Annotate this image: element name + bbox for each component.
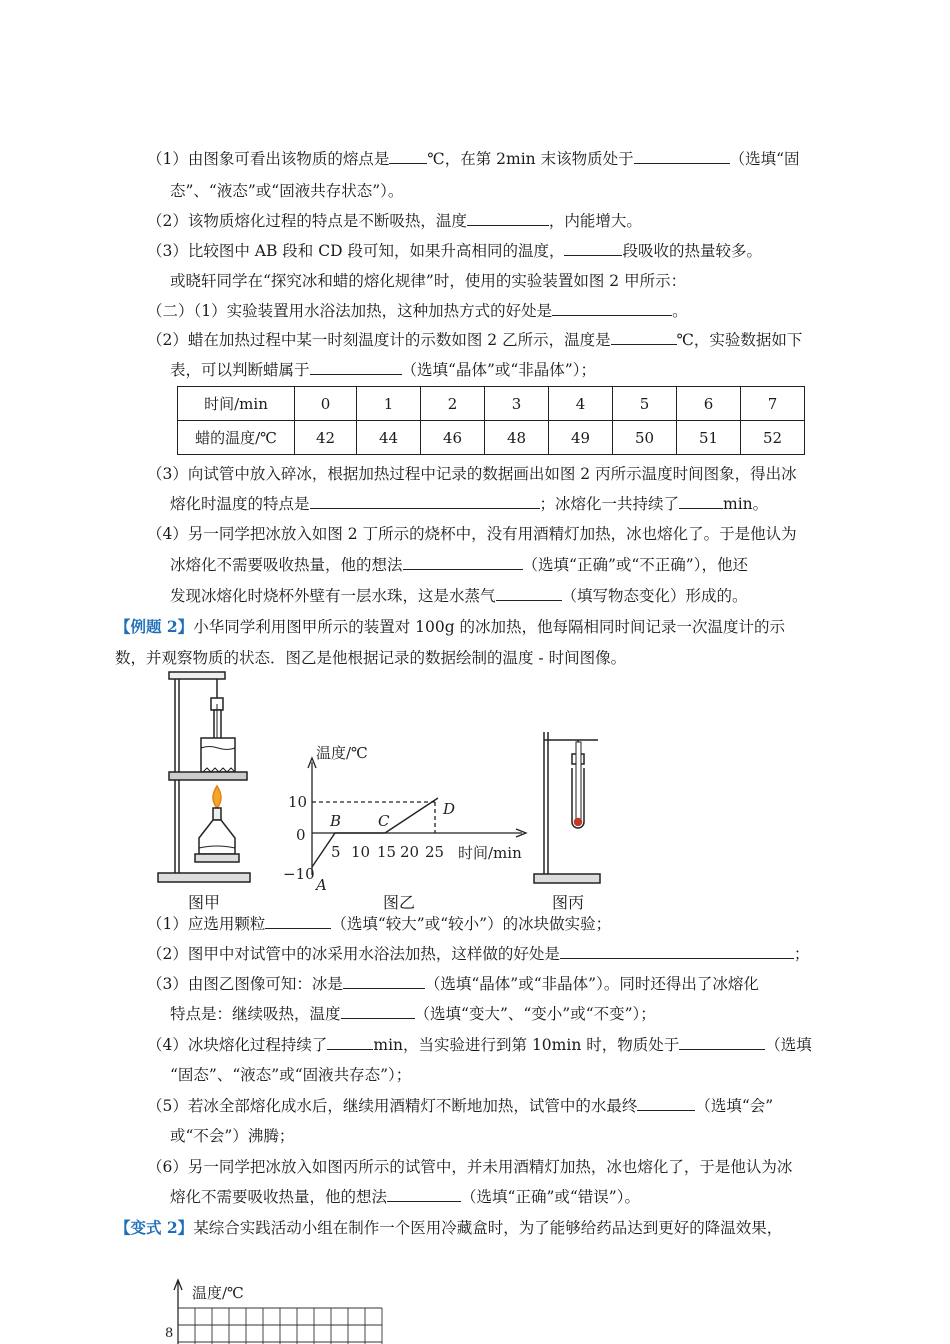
figure-label-bing: 图丙 [552, 893, 585, 912]
example-tag: 【例题 2】 [115, 617, 194, 636]
x-axis-label: 时间/min [458, 844, 522, 862]
text: ℃，在第 2min 末该物质处于 [427, 150, 634, 168]
q2-line5 [170, 494, 768, 514]
text: （选填 [765, 1036, 812, 1054]
q2-line1 [147, 301, 688, 321]
text: （4）冰块熔化过程持续了 [147, 1036, 328, 1054]
table-cell: 5 [613, 387, 677, 421]
answer-blank[interactable] [387, 1187, 461, 1202]
text: （选填“正确”或“不正确”），他还 [522, 556, 748, 574]
answer-blank[interactable] [560, 944, 794, 959]
text: （3）比较图中 AB 段和 CD 段可知，如果升高相同的温度， [147, 242, 565, 260]
point-label: D [443, 800, 456, 818]
table-cell: 42 [295, 421, 357, 455]
ex2-sub6: （6）另一同学把冰放入如图丙所示的试管中，并未用酒精灯加热，冰也熔化了，于是他认为冰 [147, 1158, 793, 1176]
y-tick-label: 8 [165, 1326, 174, 1341]
ex2-sub5 [147, 1096, 773, 1116]
ex2-sub2 [147, 944, 809, 964]
table-cell: 7 [741, 387, 805, 421]
table-row [178, 387, 805, 421]
q1-line4 [147, 241, 762, 261]
test-tube-figure-bing [530, 728, 610, 888]
table-cell: 50 [613, 421, 677, 455]
variant-tag: 【变式 2】 [115, 1218, 194, 1237]
answer-blank[interactable] [327, 1035, 373, 1050]
text: （选填“变大”、“变小”或“不变”）； [414, 1005, 656, 1023]
table-cell: 6 [677, 387, 741, 421]
variant2-line1 [115, 1218, 782, 1238]
table-cell: 44 [357, 421, 421, 455]
example2-line2: 数，并观察物质的状态．图乙是他根据记录的数据绘制的温度 - 时间图像。 [115, 649, 627, 667]
example2-line1 [115, 617, 785, 637]
text: 段吸收的热量较多。 [622, 242, 762, 260]
text: 表，可以判断蜡属于 [170, 361, 310, 379]
x-tick-label: 15 [377, 843, 397, 861]
q2-line6: （4）另一同学把冰放入如图 2 丁所示的烧杯中，没有用酒精灯加热，冰也熔化了。于是他认为 [147, 525, 797, 543]
y-tick-label: 10 [288, 793, 308, 811]
apparatus-figure-jia [155, 668, 255, 888]
table-cell: 51 [677, 421, 741, 455]
table-cell: 2 [421, 387, 485, 421]
text: ℃，实验数据如下 [676, 331, 803, 349]
text: 熔化时温度的特点是 [170, 495, 310, 513]
ex2-sub3-cont [170, 1004, 656, 1024]
text: （2）蜡在加热过程中某一时刻温度计的示数如图 2 乙所示，温度是 [147, 331, 611, 349]
q1-line2: 态”、“液态”或“固液共存状态”）。 [170, 182, 404, 200]
text: 冰熔化不需要吸收热量，他的想法 [170, 556, 403, 574]
answer-blank[interactable] [637, 1096, 695, 1111]
text: （2）图甲中对试管中的冰采用水浴法加热，这样做的好处是 [147, 945, 560, 963]
text: （3）由图乙图像可知：冰是 [147, 975, 343, 993]
answer-blank[interactable] [341, 1004, 415, 1019]
table-cell: 52 [741, 421, 805, 455]
answer-blank[interactable] [552, 301, 672, 316]
figure-label-yi: 图乙 [383, 893, 416, 912]
text: （选填“正确”或“错误”）。 [461, 1188, 640, 1206]
text: （选填“晶体”或“非晶体”）； [401, 361, 596, 379]
table-cell: 3 [485, 387, 549, 421]
table-cell: 48 [485, 421, 549, 455]
text: （二）（1）实验装置用水浴法加热，这种加热方式的好处是 [147, 302, 553, 320]
point-label: A [316, 876, 327, 894]
text: （5）若冰全部熔化成水后，继续用酒精灯不断地加热，试管中的水最终 [147, 1097, 638, 1115]
text: min，当实验进行到第 10min 时，物质处于 [373, 1036, 680, 1054]
q2-line3 [170, 360, 596, 380]
answer-blank[interactable] [634, 149, 730, 164]
q1-line3 [147, 211, 642, 231]
table-header-cell: 时间/min [178, 387, 295, 421]
table-cell: 4 [549, 387, 613, 421]
x-tick-label: 10 [351, 843, 371, 861]
text: （选填“会” [695, 1097, 774, 1115]
text: （填写物态变化）形成的。 [561, 587, 748, 605]
table-header-cell: 蜡的温度/℃ [178, 421, 295, 455]
text: 小华同学利用图甲所示的装置对 100g 的冰加热，他每隔相同时间记录一次温度计的示 [193, 618, 786, 636]
y-tick-label: −10 [283, 865, 315, 883]
text: （1）由图象可看出该物质的熔点是 [147, 150, 390, 168]
answer-blank[interactable] [564, 241, 622, 256]
y-axis-label: 温度/℃ [316, 744, 368, 762]
text: （选填“固 [729, 150, 800, 168]
point-label: B [330, 812, 342, 830]
text: （选填“较大”或“较小”）的冰块做实验； [331, 915, 612, 933]
text: 熔化不需要吸收热量，他的想法 [170, 1188, 388, 1206]
answer-blank[interactable] [403, 555, 523, 570]
table-cell: 49 [549, 421, 613, 455]
x-tick-label: 5 [331, 843, 341, 861]
answer-blank[interactable] [679, 1035, 765, 1050]
q1-line5: 或晓轩同学在“探究冰和蜡的熔化规律”时，使用的实验装置如图 2 甲所示： [170, 272, 687, 290]
point-label: C [378, 812, 390, 830]
table-cell: 0 [295, 387, 357, 421]
x-tick-label: 20 [400, 843, 420, 861]
ex2-sub1 [147, 914, 611, 934]
q2-line8 [170, 586, 748, 606]
answer-blank[interactable] [310, 494, 540, 509]
x-tick-label: 25 [425, 843, 445, 861]
variant2-grid-graph [160, 1276, 400, 1344]
text: min。 [723, 495, 769, 513]
ex2-sub6-cont [170, 1187, 640, 1207]
q1-line1 [147, 149, 800, 169]
table-cell: 1 [357, 387, 421, 421]
text: ，内能增大。 [548, 212, 642, 230]
text: （2）该物质熔化过程的特点是不断吸热，温度 [147, 212, 467, 230]
text: （1）应选用颗粒 [147, 915, 266, 933]
table-row [178, 421, 805, 455]
answer-blank[interactable] [389, 149, 427, 164]
text: 特点是：继续吸热，温度 [170, 1005, 341, 1023]
wax-data-table [177, 386, 805, 455]
answer-blank[interactable] [310, 360, 402, 375]
table-cell: 46 [421, 421, 485, 455]
text: 。 [672, 302, 688, 320]
text: （选填“晶体”或“非晶体”）。同时还得出了冰熔化 [424, 975, 759, 993]
text: ；冰熔化一共持续了 [539, 495, 680, 513]
text: 某综合实践活动小组在制作一个医用冷藏盒时，为了能够给药品达到更好的降温效果， [193, 1219, 783, 1237]
temperature-time-graph-yi [280, 740, 540, 895]
grid [178, 1308, 382, 1344]
q2-line4: （3）向试管中放入碎冰，根据加热过程中记录的数据画出如图 2 丙所示温度时间图象，得出冰 [147, 465, 797, 483]
y-tick-label: 0 [296, 826, 306, 844]
answer-blank[interactable] [343, 974, 425, 989]
ex2-sub3 [147, 974, 759, 994]
figure-label-jia: 图甲 [188, 893, 221, 912]
ex2-sub4 [147, 1035, 812, 1055]
q2-line7 [170, 555, 748, 575]
ex2-sub5-cont: 或“不会”）沸腾； [170, 1127, 295, 1145]
answer-blank[interactable] [467, 211, 549, 226]
text: ； [793, 945, 810, 963]
answer-blank[interactable] [265, 914, 331, 929]
y-axis-label: 温度/℃ [192, 1284, 244, 1302]
text: 发现冰熔化时烧杯外壁有一层水珠，这是水蒸气 [170, 587, 496, 605]
ex2-sub4-cont: “固态”、“液态”或“固液共存态”）； [170, 1066, 412, 1084]
answer-blank[interactable] [611, 330, 677, 345]
answer-blank[interactable] [679, 494, 723, 509]
answer-blank[interactable] [496, 586, 562, 601]
q2-line2 [147, 330, 802, 350]
